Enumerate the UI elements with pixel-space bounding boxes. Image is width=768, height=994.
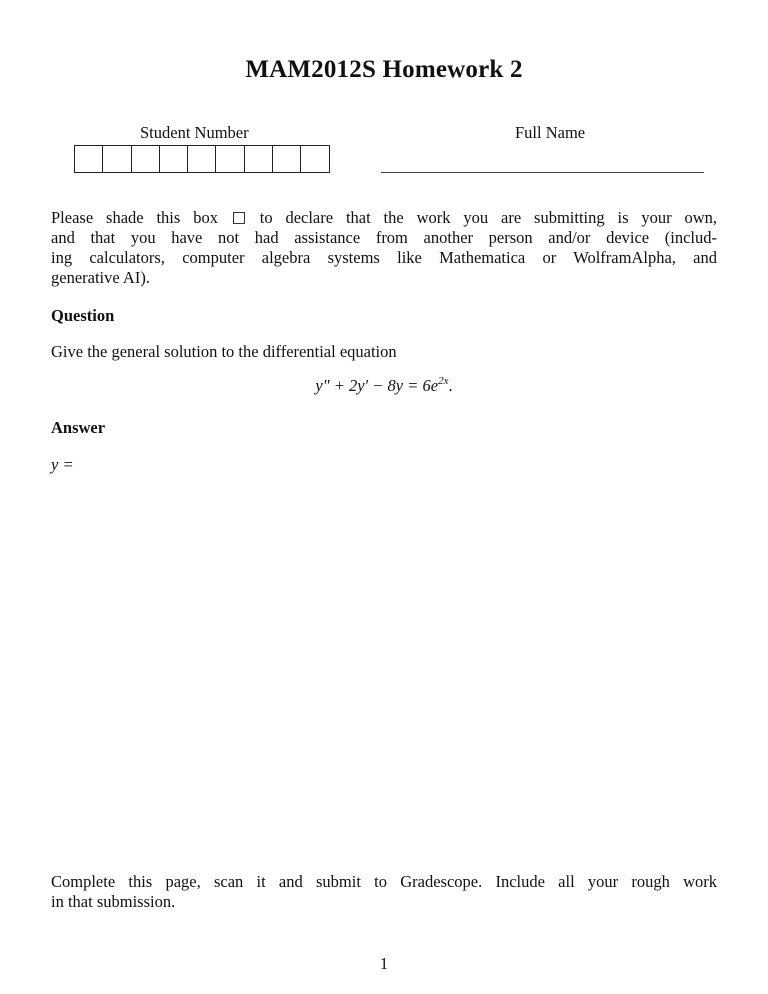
student-number-digit-box[interactable] [75, 146, 103, 172]
student-number-digit-box[interactable] [188, 146, 216, 172]
student-number-digit-box[interactable] [245, 146, 273, 172]
footer-line-2: in that submission. [51, 892, 176, 911]
footer-instructions [51, 872, 717, 912]
answer-prefix [51, 455, 74, 475]
answer-heading: Answer [51, 418, 106, 437]
full-name-label: Full Name [515, 123, 586, 142]
question-text: Give the general solution to the differential equation [51, 342, 397, 361]
student-number-digit-box[interactable] [132, 146, 160, 172]
student-number-digit-box[interactable] [216, 146, 244, 172]
document-title: MAM2012S Homework 2 [245, 56, 523, 83]
full-name-line[interactable] [381, 172, 704, 173]
equation-terminator: . [448, 376, 453, 395]
student-number-digit-box[interactable] [103, 146, 131, 172]
declaration-text: to declare that the work you are submitting is your own, [259, 208, 718, 227]
declaration-line-2: and that you have not had assistance from another person and/or device (includ- [51, 228, 717, 247]
declaration-line-4: generative AI). [51, 268, 150, 287]
student-number-digit-box[interactable] [273, 146, 301, 172]
declaration-line-3: ing calculators, computer algebra systems like Mathematica or WolframAlpha, and [51, 248, 717, 267]
footer-line-1: Complete this page, scan it and submit to Gradescope. Include all your rough work [51, 872, 717, 891]
declaration-text: Please shade this box [51, 208, 218, 227]
answer-area[interactable] [51, 480, 717, 860]
question-heading: Question [51, 306, 115, 325]
differential-equation [0, 376, 768, 396]
student-number-label: Student Number [140, 123, 249, 142]
student-number-boxes [74, 145, 330, 173]
equation-lhs: y″ + 2y′ − 8y = 6e [315, 376, 439, 395]
answer-prefix-text: y = [51, 455, 74, 474]
declaration-line-1 [51, 208, 717, 228]
equation-exponent: 2x [438, 375, 449, 387]
page-number: 1 [379, 954, 389, 973]
student-number-digit-box[interactable] [301, 146, 329, 172]
declaration-checkbox[interactable] [233, 212, 245, 224]
student-number-digit-box[interactable] [160, 146, 188, 172]
declaration-paragraph [51, 208, 717, 288]
